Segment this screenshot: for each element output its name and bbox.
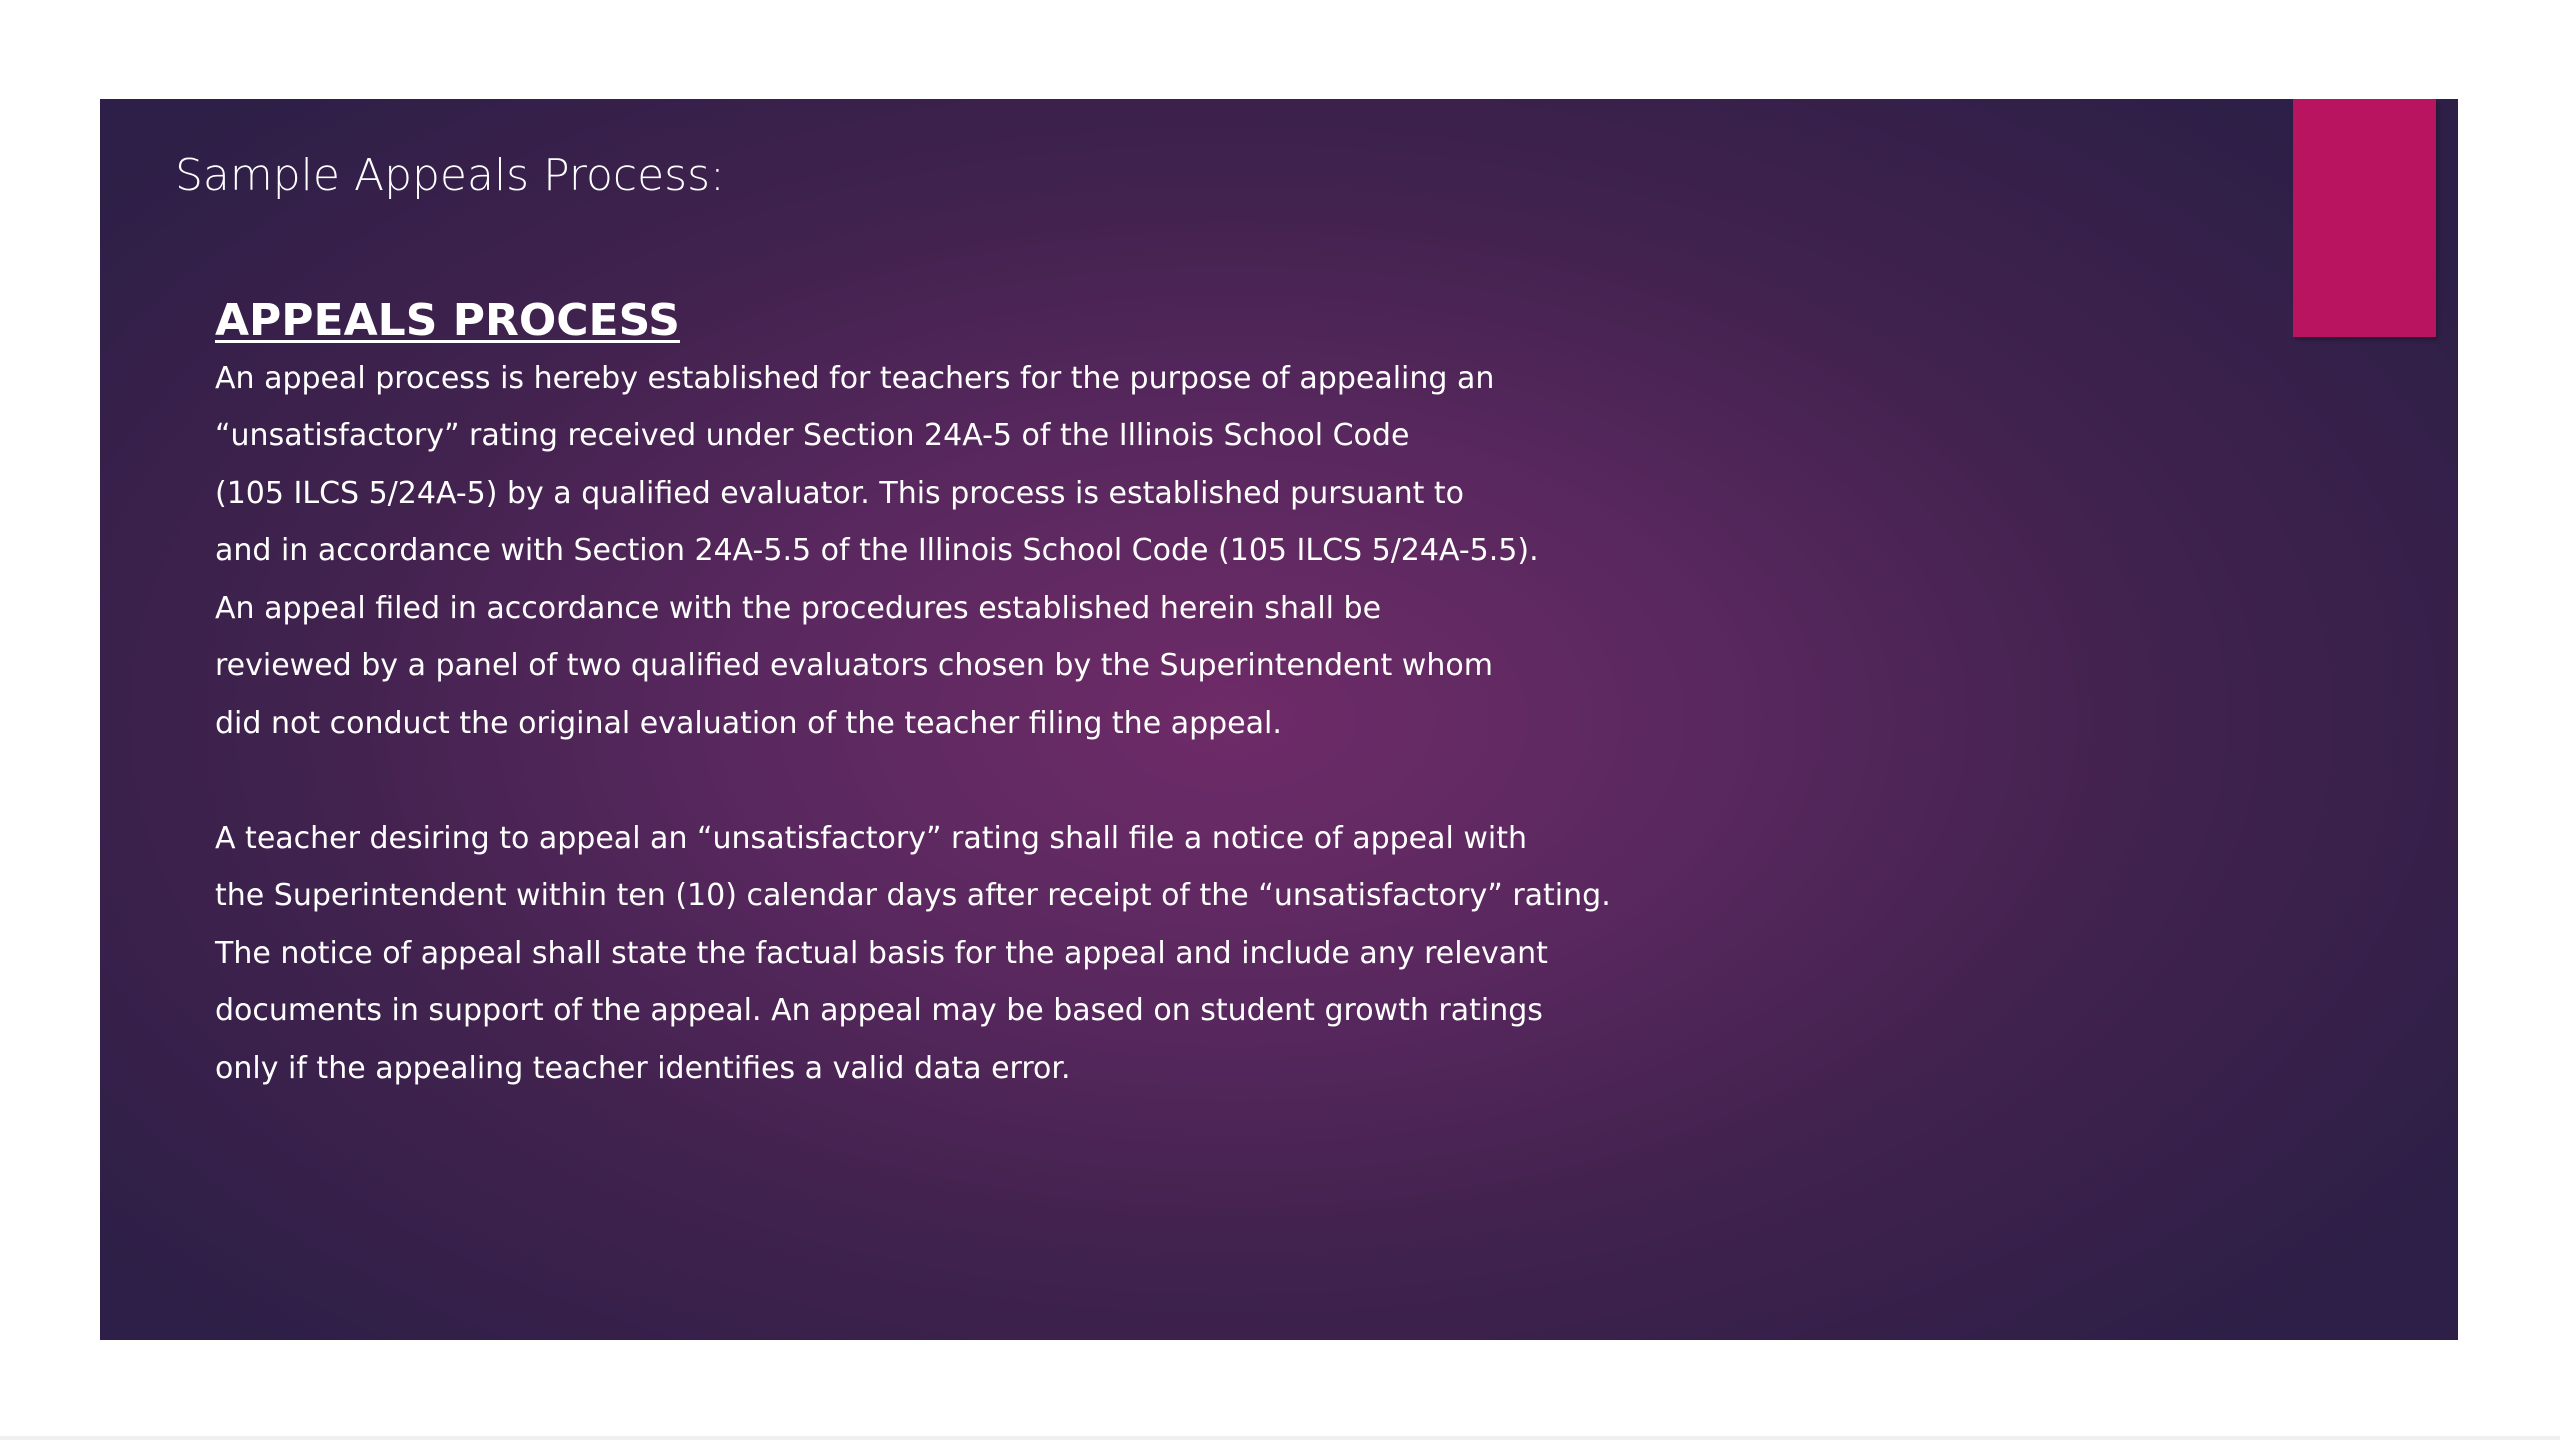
section-heading: APPEALS PROCESS	[215, 295, 680, 346]
paragraph1-line: did not conduct the original evaluation of the teacher filing the appeal.	[215, 705, 1282, 741]
slide	[100, 99, 2458, 1340]
slide-title: Sample Appeals Process:	[175, 150, 725, 201]
paragraph1-line: reviewed by a panel of two qualified evaluators chosen by the Superintendent whom	[215, 648, 1493, 683]
paragraph2-line: documents in support of the appeal. An appeal may be based on student growth ratings	[215, 993, 1543, 1028]
paragraph1-line: An appeal process is hereby established for teachers for the purpose of appealing an	[215, 360, 1495, 396]
paragraph2-line: the Superintendent within ten (10) calendar days after receipt of the “unsatisfactory” rating.	[215, 878, 1611, 913]
paragraph2-line: The notice of appeal shall state the factual basis for the appeal and include any relevant	[215, 935, 1548, 971]
paragraph2-line: only if the appealing teacher identifies a valid data error.	[215, 1050, 1071, 1086]
paragraph1-line: “unsatisfactory” rating received under Section 24A-5 of the Illinois School Code	[215, 418, 1410, 453]
paragraph2-line: A teacher desiring to appeal an “unsatisfactory” rating shall file a notice of appeal with	[215, 820, 1528, 856]
bottom-divider	[0, 1436, 2560, 1440]
slide-body	[215, 292, 2445, 1097]
paragraph1-line: An appeal filed in accordance with the procedures established herein shall be	[215, 590, 1382, 626]
paragraph-spacer	[215, 752, 2445, 810]
paragraph1-line: and in accordance with Section 24A-5.5 of the Illinois School Code (105 ILCS 5/24A-5.5).	[215, 533, 1539, 568]
paragraph1-line: (105 ILCS 5/24A-5) by a qualified evaluator. This process is established pursuant to	[215, 475, 1464, 511]
